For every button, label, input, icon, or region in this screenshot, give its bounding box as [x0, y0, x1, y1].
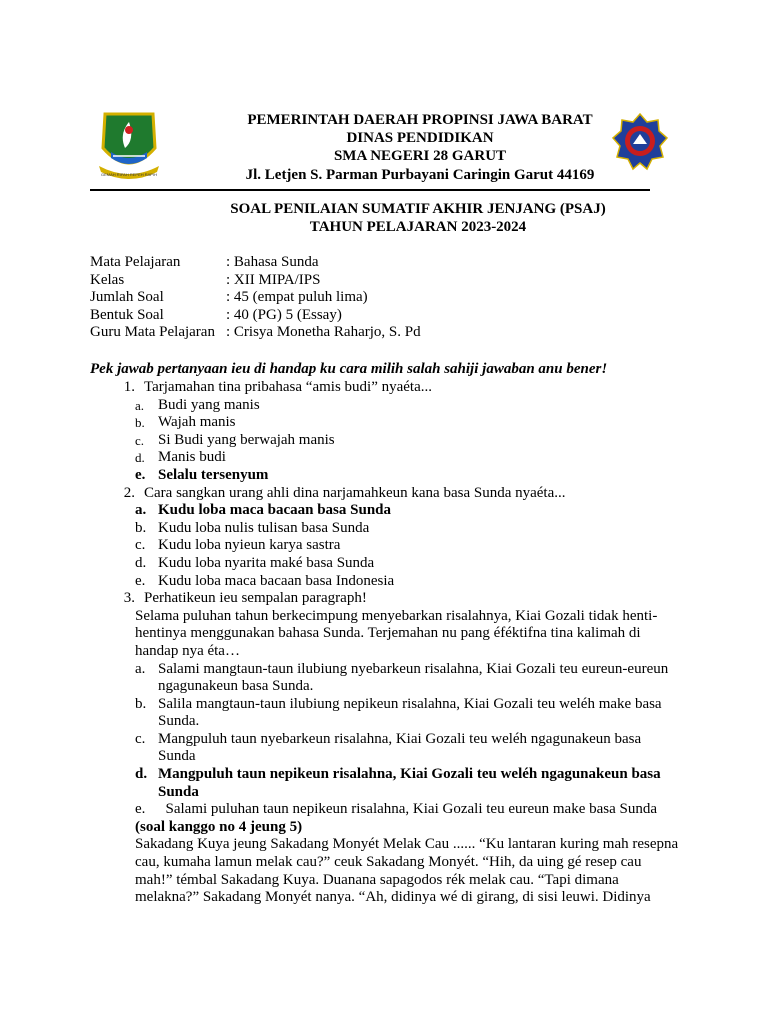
letterhead-department: DINAS PENDIDIKAN: [346, 130, 494, 147]
instruction: Pek jawab pertanyaan ieu di handap ku cara milih salah sahiji jawaban anu bener!: [90, 361, 608, 377]
option: c. Si Budi yang berwajah manis: [135, 431, 335, 448]
option-answer: e. Selalu tersenyum: [135, 466, 269, 483]
letterhead-address: Jl. Letjen S. Parman Purbayani Caringin Garut 44169: [245, 166, 595, 183]
info-row: Bentuk Soal : 40 (PG) 5 (Essay): [90, 306, 342, 323]
option: a. Salami mangtaun-taun ilubiung nyebarkeun risalahna, Kiai Gozali teu eureun-eureun ngagunakeun basa Sunda.: [135, 660, 669, 695]
question-1: 1. Tarjamahan tina pribahasa “amis budi” nyaéta...: [123, 379, 432, 395]
option: b. Kudu loba nulis tulisan basa Sunda: [135, 519, 370, 536]
story-paragraph: Sakadang Kuya jeung Sakadang Monyét Melak Cau ...... “Ku lantaran kuring mah resepna cau, kumaha lamun melak cau?” ceuk Sakadang Monyét. “Hih, da uing gé resep cau mah!” témbal Sakadang Kuya. Duanana sapagodos rék melak cau. “Tapi dimana melakna?” Sakadang Monyét nanya. “Ah, didinya wé di girang, di sisi leuwi. Didinya: [135, 836, 679, 906]
letterhead: [180, 111, 660, 184]
option: d. Kudu loba nyarita maké basa Sunda: [135, 554, 375, 571]
question-3-paragraph: Selama puluhan tahun berkecimpung menyebarkan risalahnya, Kiai Gozali tidak henti-hentinya menggunakan bahasa Sunda. Terjemahan nu pang éféktifna tina kalimah di handap nya éta…: [135, 607, 658, 659]
option: c. Kudu loba nyieun karya sastra: [135, 537, 341, 554]
exam-title: [90, 201, 746, 236]
letterhead-divider: [90, 189, 650, 191]
option-answer: a. Kudu loba maca bacaan basa Sunda: [135, 502, 391, 519]
info-row: Kelas : XII MIPA/IPS: [90, 271, 321, 288]
questions: [90, 379, 680, 907]
exam-title-line1: SOAL PENILAIAN SUMATIF AKHIR JENJANG (PSAJ): [230, 201, 606, 217]
question-2: 2. Cara sangkan urang ahli dina narjamahkeun kana basa Sunda nyaéta...: [123, 484, 566, 501]
letterhead-school: SMA NEGERI 28 GARUT: [333, 148, 507, 165]
west-java-emblem-logo: [95, 108, 163, 186]
question-3: 3. Perhatikeun ieu sempalan paragraph!: [123, 590, 367, 607]
option: c. Mangpuluh taun nyebarkeun risalahna, Kiai Gozali teu weléh ngagunakeun basa Sunda: [135, 730, 642, 765]
logo-left-motto: GEMAH RIPAH REPEH RAPIH: [101, 172, 157, 177]
option: e. Salami puluhan taun nepikeun risalahna, Kiai Gozali teu eureun make basa Sunda: [135, 801, 658, 818]
option: d. Manis budi: [135, 449, 226, 466]
info-row: Mata Pelajaran : Bahasa Sunda: [90, 254, 319, 270]
option-answer: d. Mangpuluh taun nepikeun risalahna, Kiai Gozali teu weléh ngagunakeun basa Sunda: [135, 766, 661, 800]
section-note: (soal kanggo no 4 jeung 5): [135, 818, 303, 835]
option: b. Salila mangtaun-taun ilubiung nepikeun risalahna, Kiai Gozali teu weléh make basa Sunda.: [135, 695, 662, 730]
exam-title-line2: TAHUN PELAJARAN 2023-2024: [309, 218, 527, 235]
option: e. Kudu loba maca bacaan basa Indonesia: [135, 572, 395, 589]
option: b. Wajah manis: [135, 414, 236, 431]
exam-info-table: [90, 254, 421, 342]
option: a. Budi yang manis: [135, 396, 260, 413]
letterhead-government: PEMERINTAH DAERAH PROPINSI JAWA BARAT: [247, 112, 593, 128]
info-row: Guru Mata Pelajaran : Crisya Monetha Raharjo, S. Pd: [90, 324, 421, 341]
info-row: Jumlah Soal : 45 (empat puluh lima): [90, 289, 368, 306]
